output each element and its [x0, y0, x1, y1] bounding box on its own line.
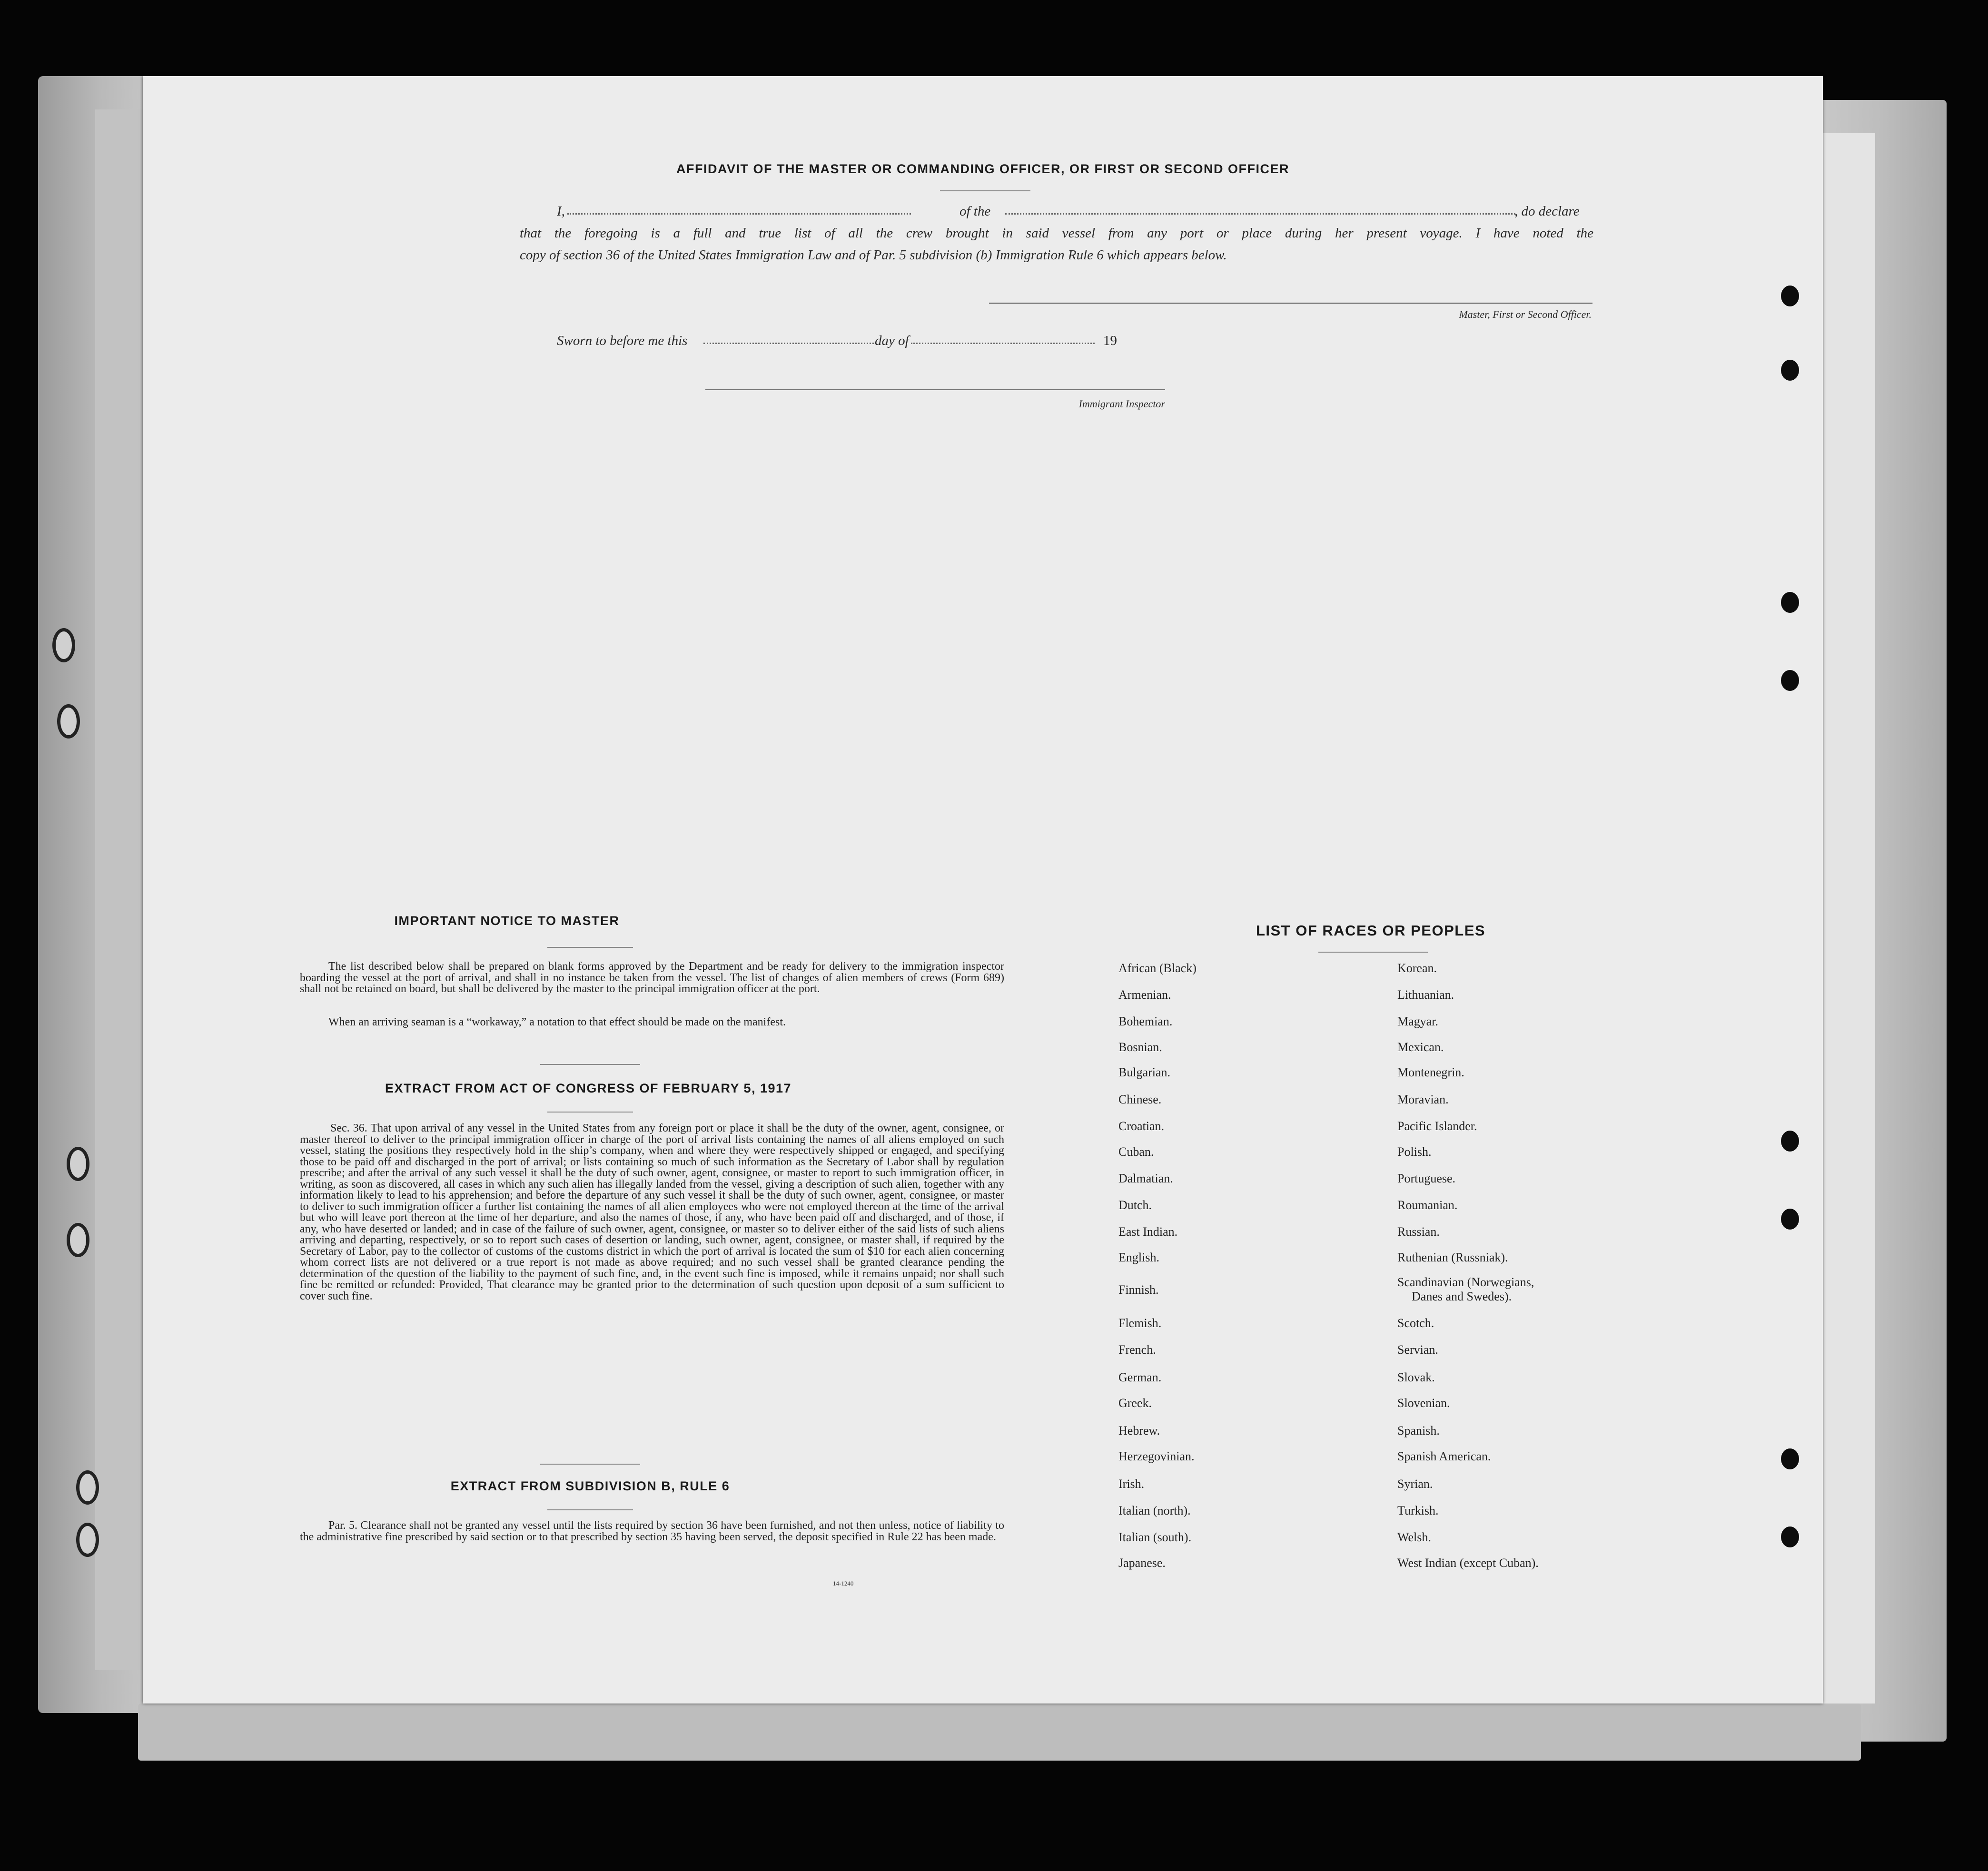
race-item: Spanish.: [1397, 1424, 1440, 1438]
year-prefix: 19: [1103, 333, 1117, 348]
manifest-page: [143, 76, 1823, 1704]
race-item: Scandinavian (Norwegians,: [1397, 1275, 1534, 1289]
underlying-page-right-inner: [1818, 133, 1875, 1704]
race-item: Russian.: [1397, 1225, 1440, 1239]
race-item: Bulgarian.: [1118, 1065, 1171, 1079]
binder-hole-icon: [57, 704, 80, 739]
race-item-continuation: Danes and Swedes).: [1412, 1290, 1512, 1303]
race-item: Hebrew.: [1118, 1424, 1160, 1438]
binder-hole-icon: [76, 1470, 99, 1505]
rule-divider-top: [540, 1464, 640, 1465]
name-blank-line: [567, 213, 911, 215]
race-item: Finnish.: [1118, 1283, 1159, 1297]
form-number: 14-1240: [833, 1580, 854, 1587]
race-item: Italian (south).: [1118, 1530, 1192, 1544]
punch-hole-icon: [1781, 670, 1799, 691]
signature-line: [989, 303, 1592, 304]
punch-hole-icon: [1781, 360, 1799, 381]
race-item: Roumanian.: [1397, 1198, 1458, 1212]
races-divider: [1318, 952, 1428, 953]
race-item: Ruthenian (Russniak).: [1397, 1251, 1508, 1264]
race-item: Japanese.: [1118, 1556, 1166, 1570]
race-item: English.: [1118, 1251, 1159, 1264]
race-item: Montenegrin.: [1397, 1065, 1464, 1079]
section-36-text: Sec. 36. That upon arrival of any vessel in the United States from any foreign port or place it shall be the duty of the owner, agent, consignee, or master thereof to deliver to the principal immigration officer in charge of the port of arrival lists containing the names of all aliens employed on such vessel, stating the positions they respectively hold in the ship’s company, when and where they were respectively shipped or engaged, and specifying those to be paid off and discharged in the port of arrival; or lists containing so much of such information as the Secretary of Labor shall by regulation prescribe; and after the arrival of any such vessel it shall be the duty of such owner, agent, consignee, or master to report to such immigration officer, in writing, as soon as discovered, all cases in which any such alien has illegally landed from the vessel, giving a description of such alien, together with any information likely to lead to his apprehension; and before the departure of any such vessel it shall be the duty of such owner, agent, consignee, or master to deliver to such immigration officer a further list containing the names of all alien employees who were not employed thereon at the time of the arrival but who will leave port thereon at the time of her departure, and also the names of those, if any, who have been paid off and discharged, and of those, if any, who have deserted or landed; and in case of the failure of such owner, agent, consignee, or master so to deliver either of the said lists of such aliens arriving and departing, respectively, or so to report such cases of desertion or landing, such owner, agent, consignee, or master shall, if required by the Secretary of Labor, pay to the collector of customs of the customs district in which the port of arrival is located the sum of $10 for each alien concerning whom correct lists are not delivered or a true report is not made as above required; and no such vessel shall be granted clearance pending the determination of the question of the liability to the payment of such fine, and, in the event such fine is imposed, while it remains unpaid; nor shall such fine be remitted or refunded: Provided, That clearance may be granted prior to the determination of such question upon deposit of a sum sufficient to cover such fine.: [300, 1122, 1004, 1302]
binder-hole-icon: [52, 628, 75, 662]
act-divider: [547, 1112, 633, 1113]
binder-hole-icon: [67, 1223, 89, 1257]
race-item: Turkish.: [1397, 1504, 1439, 1517]
punch-hole-icon: [1781, 1131, 1799, 1152]
notice-paragraph-2: When an arriving seaman is a “workaway,” a notation to that effect should be made on the manifest.: [328, 1016, 786, 1028]
affidavit-line-3: copy of section 36 of the United States Immigration Law and of Par. 5 subdivision (b) Immigration Rule 6 which appears below.: [520, 247, 1227, 263]
race-item: East Indian.: [1118, 1225, 1178, 1239]
race-item: Spanish American.: [1397, 1449, 1491, 1463]
race-item: Slovenian.: [1397, 1396, 1450, 1410]
title-divider: [940, 190, 1030, 191]
act-extract-title: EXTRACT FROM ACT OF CONGRESS OF FEBRUARY 5, 1917: [385, 1081, 792, 1095]
inspector-signature-line: [705, 389, 1165, 390]
race-item: French.: [1118, 1343, 1156, 1357]
rule-extract-title: EXTRACT FROM SUBDIVISION B, RULE 6: [450, 1479, 730, 1493]
race-item: Servian.: [1397, 1343, 1438, 1357]
punch-hole-icon: [1781, 592, 1799, 613]
race-item: Croatian.: [1118, 1119, 1165, 1133]
binder-hole-icon: [67, 1147, 89, 1181]
race-item: Pacific Islander.: [1397, 1119, 1477, 1133]
race-item: Welsh.: [1397, 1530, 1431, 1544]
punch-hole-icon: [1781, 286, 1799, 306]
race-item: West Indian (except Cuban).: [1397, 1556, 1539, 1570]
signature-caption: Master, First or Second Officer.: [1459, 308, 1592, 320]
affidavit-title: AFFIDAVIT OF THE MASTER OR COMMANDING OFFICER, OR FIRST OR SECOND OFFICER: [676, 162, 1289, 176]
race-item: Polish.: [1397, 1145, 1432, 1159]
affidavit-line-2: that the foregoing is a full and true list of all the crew brought in said vessel from any port or place during her present voyage. I have noted the: [520, 226, 1593, 241]
affidavit-of-the-label: of the: [959, 204, 991, 219]
notice-divider: [547, 947, 633, 948]
binder-hole-icon: [76, 1523, 99, 1557]
section-divider: [540, 1064, 640, 1065]
race-item: Cuban.: [1118, 1145, 1154, 1159]
month-blank-line: [911, 343, 1095, 344]
race-item: Irish.: [1118, 1477, 1145, 1491]
race-item: Lithuanian.: [1397, 988, 1454, 1002]
vessel-blank-line: [1005, 213, 1515, 215]
race-item: Slovak.: [1397, 1370, 1435, 1384]
punch-hole-icon: [1781, 1209, 1799, 1230]
race-item: Greek.: [1118, 1396, 1152, 1410]
notice-title: IMPORTANT NOTICE TO MASTER: [394, 914, 620, 928]
race-item: Syrian.: [1397, 1477, 1433, 1491]
punch-hole-icon: [1781, 1526, 1799, 1547]
inspector-caption: Immigrant Inspector: [1078, 398, 1165, 410]
affidavit-declare-label: , do declare: [1514, 204, 1580, 219]
race-item: Portuguese.: [1397, 1172, 1456, 1185]
race-item: German.: [1118, 1370, 1162, 1384]
race-item: Moravian.: [1397, 1093, 1449, 1106]
race-item: Chinese.: [1118, 1093, 1162, 1106]
race-item: Mexican.: [1397, 1040, 1444, 1054]
sworn-label: Sworn to before me this: [557, 333, 688, 348]
race-item: Korean.: [1397, 961, 1437, 975]
race-item: Dutch.: [1118, 1198, 1152, 1212]
race-item: Bohemian.: [1118, 1014, 1173, 1028]
underlying-page-bottom: [138, 1704, 1861, 1761]
affidavit-i-label: I,: [557, 204, 565, 219]
race-item: Scotch.: [1397, 1316, 1434, 1330]
races-title: LIST OF RACES OR PEOPLES: [1256, 922, 1486, 939]
race-item: Dalmatian.: [1118, 1172, 1173, 1185]
race-item: Magyar.: [1397, 1014, 1438, 1028]
rule-divider: [547, 1509, 633, 1510]
race-item: Flemish.: [1118, 1316, 1162, 1330]
day-blank-line: [703, 343, 874, 344]
race-item: Herzegovinian.: [1118, 1449, 1195, 1463]
day-of-label: day of: [875, 333, 909, 348]
paragraph-5-text: Par. 5. Clearance shall not be granted any vessel until the lists required by section 36 have been furnished, and not then unless, notice of liability to the administrative fine prescribed by said section or to that prescribed by section 35 having been served, the deposit specified in Rule 22 has been made.: [300, 1519, 1004, 1543]
race-item: Bosnian.: [1118, 1040, 1162, 1054]
punch-hole-icon: [1781, 1448, 1799, 1469]
race-item: African (Black): [1118, 961, 1197, 975]
notice-paragraph-1: The list described below shall be prepared on blank forms approved by the Department and be ready for delivery to the immigration inspector boarding the vessel at the port of arrival, and shall in no instance be taken from the vessel. The list of changes of alien members of crews (Form 689) shall not be retained on board, but shall be delivered by the master to the principal immigration officer at the port.: [300, 960, 1004, 995]
race-item: Armenian.: [1118, 988, 1171, 1002]
race-item: Italian (north).: [1118, 1504, 1191, 1517]
